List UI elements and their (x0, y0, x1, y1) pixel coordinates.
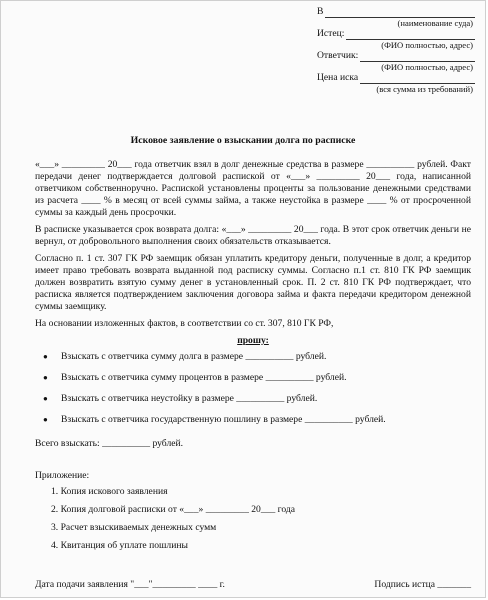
paragraph-loan-facts: «___» _________ 20___ года ответчик взял в долг денежные средства в размере __________ рублей. Факт передачи денег подтверждается долговой распиской от «___» _________ 20___ года, написанной ответчиком собственноручно. Распиской установлены проценты за пользование денежными средствами из расчета ____ % в месяц от всей суммы займа, а также неустойка в размере ____ % от просроченной суммы за каждый день просрочки. (35, 159, 471, 218)
court-note: (наименование суда) (397, 18, 473, 28)
defendant-label: Ответчик: (317, 50, 359, 61)
plaintiff-note: (ФИО полностью, адрес) (381, 40, 473, 50)
plaintiff-line (346, 30, 475, 40)
claim-price-note: (вся сумма из требований) (376, 84, 473, 94)
court-label: В (317, 6, 324, 17)
claim-price-row (317, 73, 475, 84)
total-amount: Всего взыскать: __________ рублей. (35, 438, 184, 449)
defendant-line (360, 52, 475, 62)
defendant-row (317, 51, 475, 62)
paragraph-conclusion: На основании изложенных фактов, в соответствии со ст. 307, 810 ГК РФ, (35, 318, 334, 329)
attachments-list (35, 486, 471, 552)
defendant-note: (ФИО полностью, адрес) (381, 62, 473, 72)
court-header (317, 7, 475, 95)
court-line (325, 8, 475, 18)
attachment-item: 1. Копия искового заявления (51, 486, 168, 497)
court-row (317, 7, 475, 18)
claim-price-line (360, 74, 475, 84)
request-item: ● Взыскать с ответчика сумму долга в размере __________ рублей. (35, 351, 471, 363)
request-heading: прошу: (237, 335, 269, 346)
request-item: ● Взыскать с ответчика неустойку в размере __________ рублей. (35, 393, 471, 405)
filing-date: Дата подачи заявления "___"_________ ____ г. (35, 579, 225, 590)
claim-price-label: Цена иска (317, 72, 359, 83)
plaintiff-signature: Подпись истца _______ (374, 579, 471, 590)
plaintiff-label: Истец: (317, 28, 345, 39)
request-item: ● Взыскать с ответчика государственную пошлину в размере __________ рублей. (35, 414, 471, 426)
paragraph-due-date: В расписке указывается срок возврата долга: «___» _________ 20___ года. В этот срок ответчик деньги не вернул, от добровольного выполнения своих обязательств отказывается. (35, 224, 471, 247)
attachment-item: 2. Копия долговой расписки от «___» _________ 20___ года (51, 504, 296, 515)
attachment-item: 4. Квитанция об уплате пошлины (51, 540, 188, 551)
document-body (35, 159, 471, 558)
plaintiff-row (317, 29, 475, 40)
attachments-title: Приложение: (35, 470, 90, 481)
request-list (35, 351, 471, 426)
paragraph-legal-basis: Согласно п. 1 ст. 307 ГК РФ заемщик обязан уплатить кредитору деньги, полученные в долг, а кредитор имеет право требовать возврата выданной под расписку суммы. Согласно п.1 ст. 810 ГК РФ заемщик должен возвратить взятую сумму денег в установленный срок. П. 2 ст. 810 ГК РФ подтверждает, что расписка является подтверждением заключения договора займа и факта передачи кредитором денежной суммы заемщику. (35, 253, 471, 312)
document-title: Исковое заявление о взыскании долга по расписке (130, 135, 356, 146)
attachment-item: 3. Расчет взыскиваемых денежных сумм (51, 522, 217, 533)
request-item: ● Взыскать с ответчика сумму процентов в размере __________ рублей. (35, 372, 471, 384)
document-footer (35, 579, 471, 591)
